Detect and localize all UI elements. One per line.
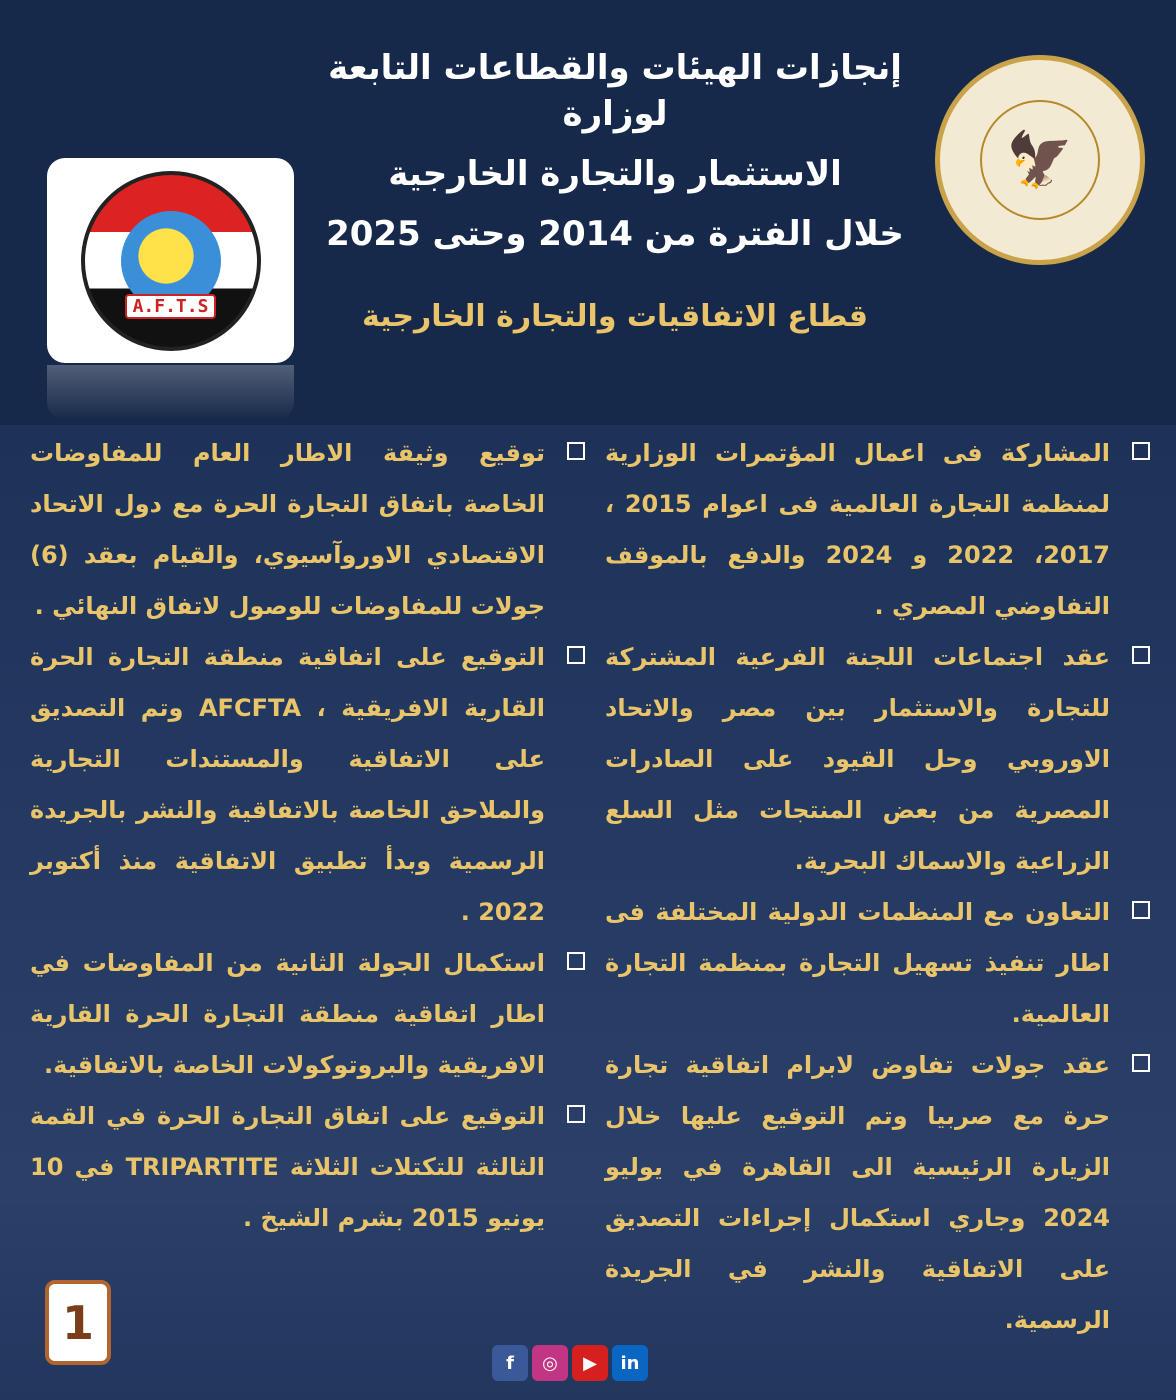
achievement-item [605, 428, 1150, 632]
item-text: التعاون مع المنظمات الدولية المختلفة فى اطار تنفيذ تسهيل التجارة بمنظمة التجارة العالمية. [605, 898, 1110, 1028]
afts-label: A.F.T.S [125, 294, 217, 319]
page-number-badge: 1 [45, 1280, 111, 1365]
checkbox-bullet-icon [1132, 901, 1150, 919]
right-column [605, 428, 1150, 1346]
header-titles [300, 45, 930, 337]
facebook-icon[interactable]: f [492, 1345, 528, 1381]
achievement-item [30, 428, 585, 632]
checkbox-bullet-icon [1132, 646, 1150, 664]
title-line-3: خلال الفترة من 2014 وحتى 2025 [326, 214, 904, 254]
sector-subtitle: قطاع الاتفاقيات والتجارة الخارجية [361, 299, 869, 334]
checkbox-bullet-icon [1132, 1054, 1150, 1072]
checkbox-bullet-icon [567, 646, 585, 664]
ministry-seal-logo [935, 55, 1145, 265]
item-text: توقيع وثيقة الاطار العام للمفاوضات الخاصة باتفاق التجارة الحرة مع دول الاتحاد الاقتصادي الاوروآسيوي، والقيام بعقد (6) جولات للمفاوضات للوصول لاتفاق النهائي . [30, 439, 545, 620]
achievement-item [30, 632, 585, 938]
afts-logo [47, 158, 294, 363]
logo-reflection [47, 365, 294, 420]
checkbox-bullet-icon [567, 1105, 585, 1123]
achievement-item [30, 938, 585, 1091]
achievement-item [605, 887, 1150, 1040]
achievement-item [605, 1040, 1150, 1346]
checkbox-bullet-icon [1132, 442, 1150, 460]
item-text: التوقيع على اتفاق التجارة الحرة في القمة الثالثة للتكتلات الثلاثة TRIPARTITE في 10 يونيو 2015 بشرم الشيخ . [30, 1102, 545, 1232]
checkbox-bullet-icon [567, 442, 585, 460]
item-text: عقد جولات تفاوض لابرام اتفاقية تجارة حرة مع صربيا وتم التوقيع عليها خلال الزيارة الرئيسية الى القاهرة في يوليو 2024 وجاري استكمال إجراءات التصديق على الاتفاقية والنشر في الجريدة الرسمية. [605, 1051, 1110, 1334]
checkbox-bullet-icon [567, 952, 585, 970]
achievement-item [605, 632, 1150, 887]
item-text: التوقيع على اتفاقية منطقة التجارة الحرة القارية الافريقية ، AFCFTA وتم التصديق على الاتفاقية والمستندات التجارية والملاحق الخاصة بالاتفاقية والنشر بالجريدة الرسمية وبدأ تطبيق الاتفاقية منذ أكتوبر 2022 . [30, 643, 546, 926]
eagle-icon: 🦅 [980, 100, 1100, 220]
title-line-2: الاستثمار والتجارة الخارجية [388, 154, 842, 194]
left-column [30, 428, 585, 1244]
social-links [492, 1345, 648, 1381]
instagram-icon[interactable]: ◎ [532, 1345, 568, 1381]
item-text: المشاركة فى اعمال المؤتمرات الوزارية لمنظمة التجارة العالمية فى اعوام 2015 ، 2017، 2022 و 2024 والدفع بالموقف التفاوضي المصري . [605, 439, 1110, 620]
linkedin-icon[interactable]: in [612, 1345, 648, 1381]
youtube-icon[interactable]: ▶ [572, 1345, 608, 1381]
title-line-1: إنجازات الهيئات والقطاعات التابعة لوزارة [328, 48, 902, 134]
item-text: عقد اجتماعات اللجنة الفرعية المشتركة للتجارة والاستثمار بين مصر والاتحاد الاوروبي وحل القيود على الصادرات المصرية من بعض المنتجات مثل السلع الزراعية والاسماك البحرية. [605, 643, 1110, 875]
item-text: استكمال الجولة الثانية من المفاوضات في اطار اتفاقية منطقة التجارة الحرة القارية الافريقية والبروتوكولات الخاصة بالاتفاقية. [30, 949, 545, 1079]
achievement-item [30, 1091, 585, 1244]
